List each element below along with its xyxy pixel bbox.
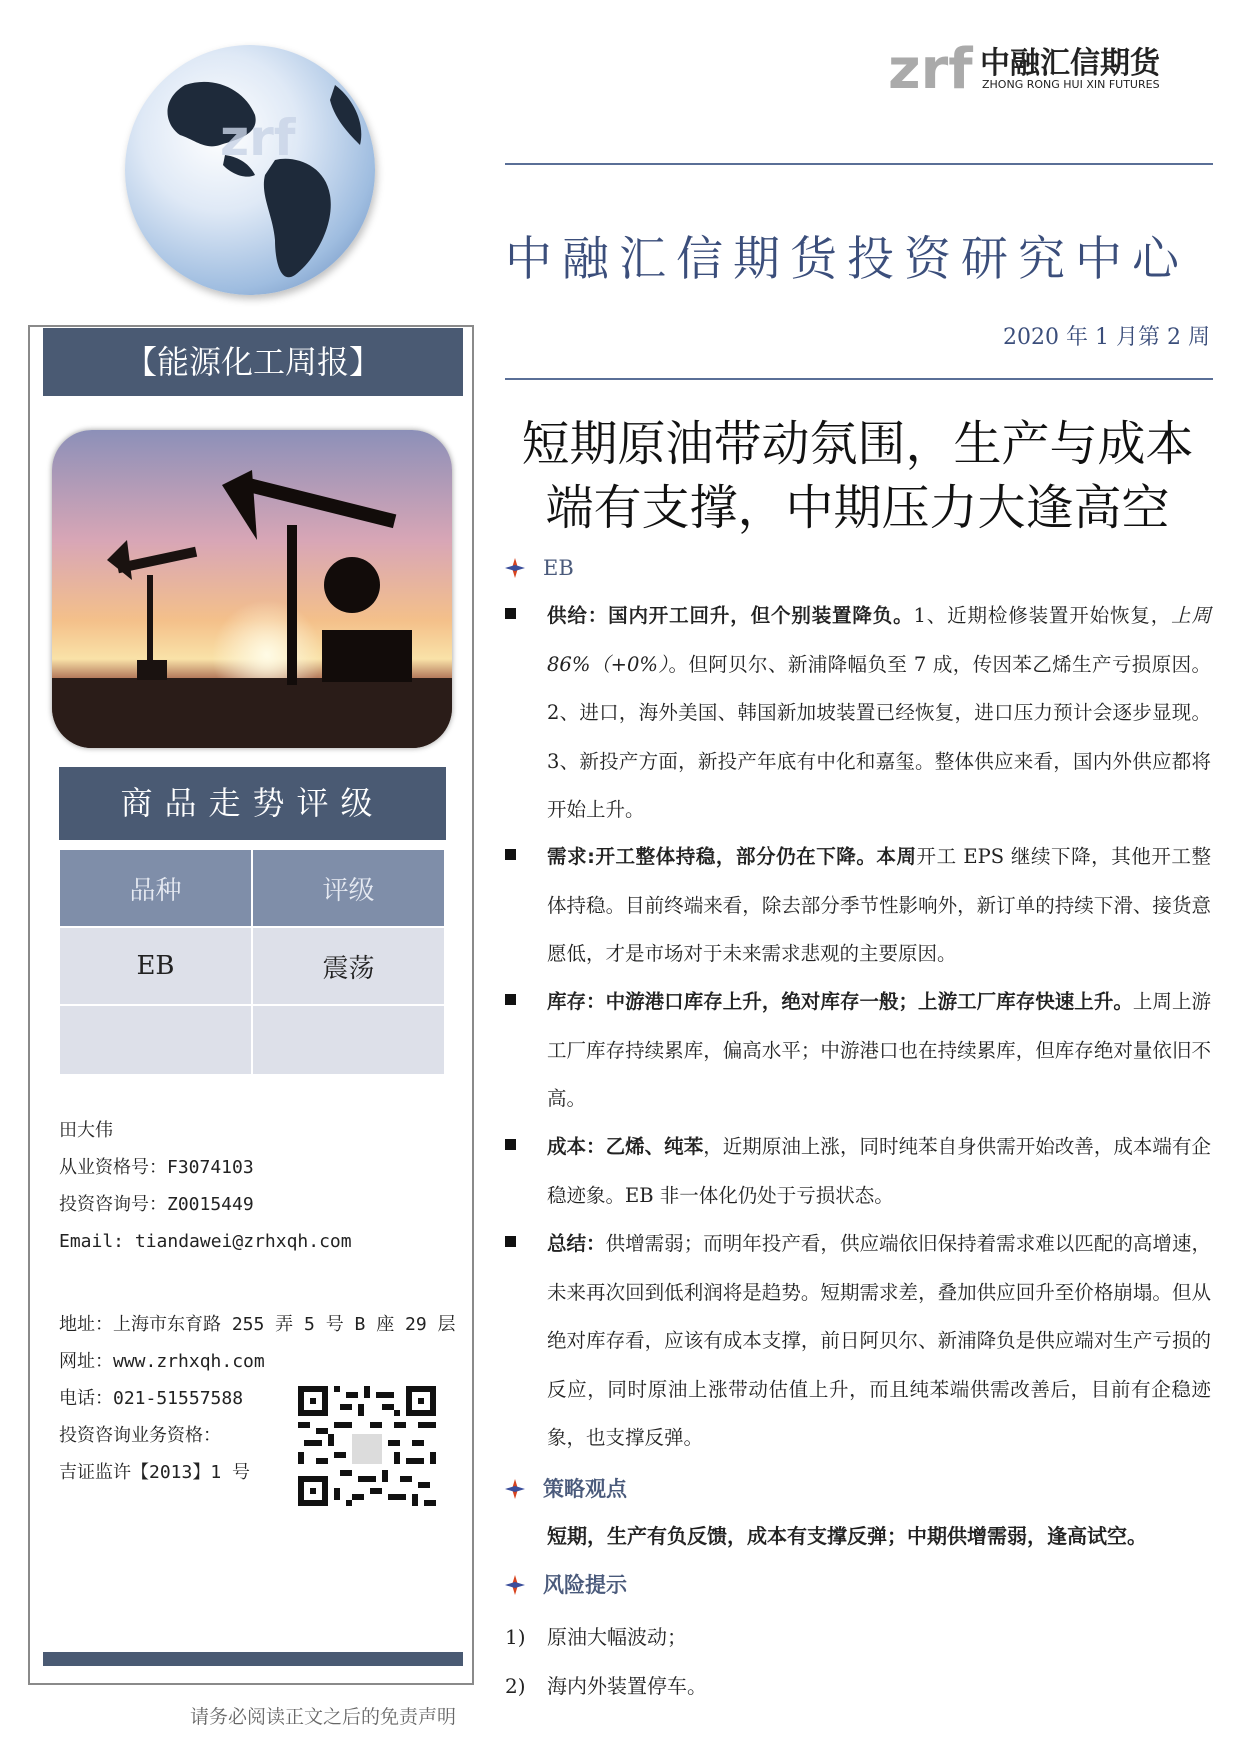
analyst-name: 田大伟 — [59, 1120, 113, 1141]
cost-paragraph — [505, 1123, 1211, 1220]
headline-line-1: 短期原油带动氛围，生产与成本 — [521, 416, 1194, 472]
section-strategy-title: 策略观点 — [543, 1477, 627, 1501]
globe-logo — [125, 45, 375, 295]
report-type-banner: 【能源化工周报】 — [43, 328, 463, 396]
square-bullet-icon — [505, 1139, 516, 1150]
cost-text: ，近期原油上涨，同时纯苯自身供需开始改善，成本端有企稳迹象。EB 非一体化仍处于亏损状态。 — [547, 1135, 1211, 1207]
square-bullet-icon — [505, 1236, 516, 1247]
globe-mark: zrf — [220, 109, 296, 167]
risk-number: 1) — [505, 1625, 526, 1649]
inventory-paragraph — [505, 978, 1211, 1124]
section-bullet-icon — [505, 1575, 525, 1595]
analyst-qualification: 从业资格号：F3074103 — [59, 1157, 254, 1178]
risk-number: 2) — [505, 1674, 526, 1698]
license-label: 投资咨询业务资格： — [59, 1425, 221, 1446]
sidebar-bottom-bar — [43, 1652, 463, 1666]
logo-name-en: ZHONG RONG HUI XIN FUTURES — [982, 78, 1160, 91]
table-row — [60, 928, 444, 1004]
company-logo — [888, 30, 1198, 100]
supply-italic: 上周 86%（+0%） — [547, 604, 1211, 676]
report-headline — [505, 412, 1210, 540]
report-date: 2020 年 1 月第 2 周 — [1003, 325, 1210, 350]
section-strategy — [505, 1473, 627, 1503]
inventory-label: 库存：中游港口库存上升，绝对库存一般；上游工厂库存快速上升。 — [547, 990, 1133, 1013]
logo-name-cn: 中融汇信期货 — [980, 46, 1160, 81]
analyst-email: Email: tiandawei@zrhxqh.com — [59, 1231, 352, 1252]
section-risk — [505, 1569, 627, 1599]
square-bullet-icon — [505, 994, 516, 1005]
table-header-row — [60, 850, 444, 926]
license-number: 吉证监许【2013】1 号 — [59, 1462, 251, 1483]
analyst-consult-no: 投资咨询号：Z0015449 — [59, 1194, 254, 1215]
cell-commodity — [60, 1006, 251, 1074]
list-item — [505, 1670, 707, 1699]
section-risk-title: 风险提示 — [543, 1573, 627, 1597]
supply-text-2: 。但阿贝尔、新浦降幅负至 7 成，传因苯乙烯生产亏损原因。2、进口，海外美国、韩国新加坡装置已经恢复，进口压力预计会逐步显现。3、新投产方面，新投产年底有中化和嘉玺。整体供应来看，国内外供应都将开始上升。 — [547, 652, 1211, 821]
summary-label: 总结： — [547, 1232, 606, 1255]
header-rating: 评级 — [253, 850, 444, 926]
company-address: 地址：上海市东育路 255 弄 5 号 B 座 29 层 — [59, 1314, 456, 1335]
oil-pump-photo — [52, 430, 452, 748]
section-bullet-icon — [505, 1479, 525, 1499]
disclaimer-note: 请务必阅读正文之后的免责声明 — [190, 1706, 457, 1728]
cell-rating — [253, 1006, 444, 1074]
summary-paragraph — [505, 1220, 1211, 1463]
section-eb-title: EB — [543, 556, 574, 580]
logo-mark: zrf — [888, 37, 973, 100]
demand-text: 开工 EPS 继续下降，其他开工整体持稳。目前终端来看，除去部分季节性影响外，新订单的持续下滑、接货意愿低，才是市场对于未来需求悲观的主要原因。 — [547, 845, 1211, 965]
header-divider — [505, 163, 1213, 165]
inventory-text: 上周上游工厂库存持续累库，偏高水平；中游港口也在持续累库，但库存绝对量依旧不高。 — [547, 990, 1211, 1110]
table-row — [60, 1006, 444, 1074]
company-phone: 电话：021-51557588 — [59, 1388, 244, 1409]
section-eb — [505, 556, 574, 580]
analyst-info — [59, 1112, 352, 1260]
rating-table — [58, 848, 446, 1076]
research-center-title: 中融汇信期货投资研究中心 — [505, 232, 1189, 287]
company-website: 网址：www.zrhxqh.com — [59, 1351, 265, 1372]
cell-rating: 震荡 — [253, 928, 444, 1004]
list-item — [505, 1621, 687, 1650]
supply-text-1: 1、近期检修装置开始恢复， — [913, 604, 1172, 627]
risk-text: 原油大幅波动； — [547, 1625, 687, 1649]
supply-label: 供给：国内开工回升，但个别装置降负。 — [547, 604, 914, 627]
demand-paragraph — [505, 833, 1211, 979]
date-divider — [505, 378, 1213, 380]
strategy-text: 短期，生产有负反馈，成本有支撑反弹；中期供增需弱，逢高试空。 — [547, 1524, 1147, 1548]
summary-text: 供增需弱；而明年投产看，供应端依旧保持着需求难以匹配的高增速，未来再次回到低利润将是趋势。短期需求差，叠加供应回升至价格崩塌。但从绝对库存看，应该有成本支撑，前日阿贝尔、新浦降负是供应端对生产亏损的反应，同时原油上涨带动估值上升，而且纯苯端供需改善后，目前有企稳迹象，也支撑反弹。 — [547, 1232, 1211, 1449]
square-bullet-icon — [505, 849, 516, 860]
risk-text: 海内外装置停车。 — [547, 1674, 707, 1698]
cell-commodity: EB — [60, 928, 251, 1004]
header-commodity: 品种 — [60, 850, 251, 926]
demand-label: 需求:开工整体持稳，部分仍在下降。本周 — [547, 845, 917, 868]
globe-icon — [125, 45, 375, 295]
qr-code-icon — [298, 1385, 436, 1507]
supply-paragraph — [505, 592, 1211, 835]
headline-line-2: 端有支撑，中期压力大逢高空 — [545, 480, 1170, 536]
cost-label: 成本：乙烯、纯苯 — [547, 1135, 704, 1158]
section-bullet-icon — [505, 558, 525, 578]
rating-title-banner: 商品走势评级 — [59, 767, 446, 840]
square-bullet-icon — [505, 608, 516, 619]
oil-pumpjack-image — [52, 430, 452, 748]
